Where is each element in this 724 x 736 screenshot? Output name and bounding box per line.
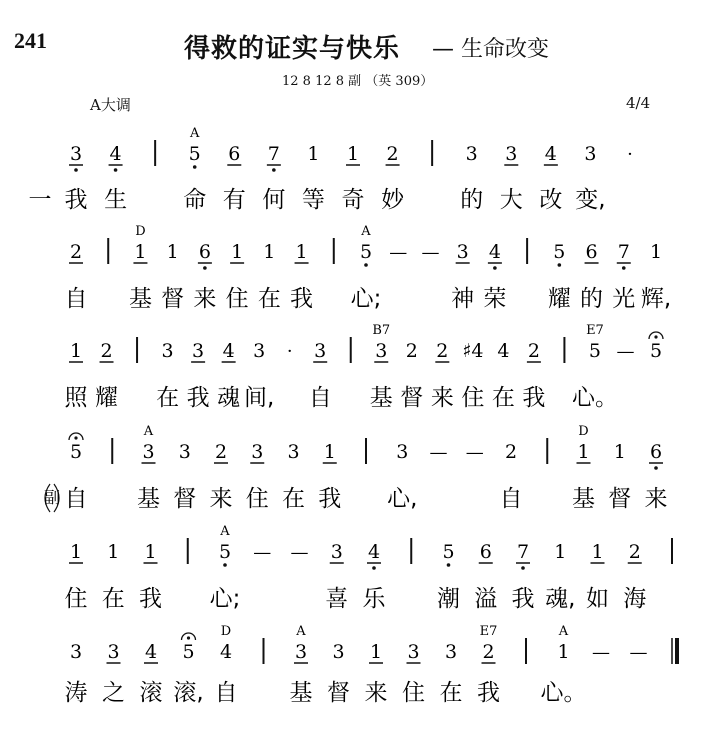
lyric-syllable: 住	[64, 586, 88, 612]
note: 3	[107, 641, 120, 663]
note: 3	[192, 340, 205, 362]
note: 6	[228, 143, 241, 165]
lyric-syllable: 溢	[474, 586, 498, 612]
lyric-syllable: 来	[209, 486, 233, 512]
fermata-dot	[187, 636, 190, 639]
note: 5	[649, 340, 663, 362]
note: 1	[107, 541, 120, 563]
lyric-syllable: 来	[644, 486, 668, 512]
note: 4	[109, 143, 122, 165]
note: 5	[553, 241, 566, 263]
note: 2	[482, 641, 495, 663]
note: 5	[182, 641, 195, 663]
lyric-syllable: 住	[461, 385, 485, 411]
hymn-title: 得救的证实与快乐	[184, 34, 401, 64]
lyric-syllable: 耀	[95, 385, 119, 411]
lower-octave-dot	[372, 566, 376, 570]
lyric-syllable: 大	[499, 187, 523, 213]
lyric-syllable: 我	[477, 680, 500, 706]
lyric-syllable: 如	[586, 586, 609, 612]
lower-octave-dot	[272, 168, 276, 172]
lyric-syllable: 我	[139, 586, 162, 612]
chord-symbol: E7	[479, 624, 498, 639]
lyric-syllable: 在	[282, 486, 305, 512]
lyric-syllable: 的	[580, 286, 604, 312]
note: ·	[286, 341, 293, 362]
sustain-dash: —	[616, 341, 635, 362]
lyric-syllable: 住	[402, 680, 425, 706]
note: 3	[251, 441, 264, 463]
note: 5	[69, 441, 83, 463]
meter-line: 12 8 12 8 副 （英 309）	[282, 74, 434, 89]
note: 2	[69, 241, 83, 263]
note: 2	[504, 441, 518, 463]
lyric-syllable: 涛	[64, 680, 88, 706]
note: 5	[588, 340, 601, 362]
note: 1	[307, 143, 320, 165]
note: 2	[527, 340, 540, 362]
sustain-dash: —	[429, 442, 448, 463]
note: 1	[295, 241, 308, 263]
note: 4	[367, 541, 381, 563]
note: 4	[544, 143, 557, 165]
note: 3	[69, 641, 83, 663]
sustain-dash: —	[465, 442, 484, 463]
lower-octave-dot	[558, 263, 562, 267]
note: 3	[407, 641, 420, 663]
lyric-syllable: 来	[430, 385, 454, 411]
lyric-syllable: 生	[104, 187, 128, 213]
note: 3	[330, 541, 343, 563]
lower-octave-dot	[114, 168, 118, 172]
lyric-syllable: 住	[225, 286, 249, 312]
hymn-subtitle: — 生命改变	[432, 37, 549, 62]
lyric-syllable: 间,	[244, 385, 275, 411]
sustain-dash: —	[629, 642, 648, 663]
note: 1	[346, 143, 360, 165]
note: 3	[294, 641, 308, 663]
note: 6	[479, 541, 492, 563]
lyric-syllable: 我	[511, 586, 535, 612]
note: 1	[263, 241, 276, 263]
lyric-syllable: 我	[186, 385, 210, 411]
lyric-syllable: 神	[451, 286, 475, 312]
note: 6	[649, 441, 663, 463]
lyric-syllable: 乐	[362, 586, 386, 612]
lyric-syllable: 自	[499, 486, 523, 512]
note: ♯4	[462, 340, 484, 362]
lyric-syllable: 改	[539, 187, 563, 213]
note: 1	[577, 441, 590, 463]
lyric-syllable: 基	[572, 486, 595, 512]
lower-octave-dot	[654, 466, 658, 470]
note: 2	[386, 143, 399, 165]
lyric-syllable: 在	[439, 680, 463, 706]
note: 1	[554, 541, 567, 563]
note: 4	[144, 641, 158, 663]
lyric-syllable: 在	[257, 286, 281, 312]
note: ·	[627, 144, 633, 165]
lyric-syllable: 在	[156, 385, 180, 411]
lyric-syllable: 督	[608, 486, 632, 512]
sustain-dash: —	[592, 642, 610, 663]
lyric-syllable: 有	[222, 187, 246, 213]
lyric-syllable: 来	[193, 286, 217, 312]
lyric-syllable: 心,	[387, 486, 418, 512]
lyric-syllable: 我	[318, 486, 342, 512]
note: 1	[613, 441, 626, 463]
note: 7	[516, 541, 530, 563]
note: 4	[219, 641, 233, 663]
note: 3	[375, 340, 388, 362]
note: 7	[267, 143, 280, 165]
chord-symbol: A	[190, 126, 200, 141]
lyric-syllable: 照	[64, 385, 88, 411]
lower-octave-dot	[493, 266, 497, 270]
chord-symbol: D	[135, 224, 146, 239]
note: 3	[505, 143, 518, 165]
lyric-syllable: 自	[64, 486, 88, 512]
note: 1	[649, 241, 663, 263]
sustain-dash: —	[290, 542, 309, 563]
note: 3	[456, 241, 469, 263]
chord-symbol: D	[578, 424, 589, 439]
note: 7	[617, 241, 630, 263]
note: 4	[222, 340, 235, 362]
note: 6	[585, 241, 598, 263]
lyric-syllable: 海	[623, 586, 647, 612]
note: 4	[488, 241, 501, 263]
note: 2	[100, 340, 113, 362]
chord-symbol: A	[143, 424, 154, 439]
lyric-syllable: 督	[161, 286, 185, 312]
lyric-syllable: 荣	[483, 286, 507, 312]
note: 3	[584, 143, 597, 165]
lyric-syllable: 耀	[547, 286, 571, 312]
time-signature: 4/4	[626, 94, 651, 112]
note: 3	[178, 441, 191, 463]
lyric-syllable: 督	[327, 680, 350, 706]
lower-octave-dot	[447, 563, 451, 567]
lyric-syllable: 基	[128, 286, 152, 312]
lyric-syllable: 魂,	[545, 586, 576, 612]
lyric-syllable: 喜	[325, 586, 349, 612]
lyric-syllable: 妙	[381, 187, 405, 213]
sustain-dash: —	[253, 542, 272, 563]
lower-octave-dot	[193, 165, 197, 169]
lyric-syllable: 我	[522, 385, 546, 411]
lyric-syllable: 之	[102, 680, 125, 706]
key-signature: A大调	[90, 96, 131, 114]
chord-symbol: A	[361, 224, 371, 239]
chord-symbol: B7	[372, 323, 391, 338]
lyric-syllable: 我	[290, 286, 314, 312]
note: 1	[144, 541, 157, 563]
lyric-syllable: 命	[183, 187, 207, 213]
sustain-dash: —	[389, 242, 408, 263]
note: 1	[134, 241, 147, 263]
lyric-syllable: 何	[262, 187, 286, 213]
lyric-syllable: 心。	[540, 680, 587, 706]
lyric-syllable: 等	[301, 187, 325, 213]
lyric-syllable: 自	[308, 385, 332, 411]
chord-symbol: A	[558, 624, 569, 639]
sustain-dash: —	[421, 242, 440, 263]
fermata-dot	[654, 335, 657, 338]
lower-octave-dot	[364, 263, 368, 267]
note: 1	[369, 641, 383, 663]
chord-symbol: A	[220, 524, 230, 539]
lyric-syllable: 基	[137, 486, 160, 512]
note: 3	[314, 340, 327, 362]
lyric-syllable: 自	[214, 680, 238, 706]
lyric-syllable: 督	[400, 385, 424, 411]
lyric-syllable: 滚,	[173, 680, 204, 706]
note: 3	[396, 441, 409, 463]
note: 3	[465, 143, 478, 165]
lower-octave-dot	[223, 563, 227, 567]
lyric-syllable: 潮	[437, 586, 460, 612]
lyric-syllable: 督	[173, 486, 197, 512]
lyric-syllable: 心;	[350, 286, 382, 312]
lyric-syllable: 住	[245, 486, 269, 512]
note: 2	[628, 541, 641, 563]
chord-symbol: E7	[586, 323, 604, 338]
note: 1	[591, 541, 604, 563]
lyric-syllable: 自	[64, 286, 88, 312]
note: 5	[359, 241, 373, 263]
lyric-syllable: 在	[101, 586, 125, 612]
lyric-syllable: 心。	[571, 385, 618, 411]
lyric-syllable: 来	[364, 680, 388, 706]
note: 2	[214, 441, 228, 463]
lyric-syllable: 一	[28, 187, 52, 213]
lyric-syllable: 在	[491, 385, 515, 411]
lower-octave-dot	[622, 266, 626, 270]
note: 2	[436, 340, 449, 362]
note: 1	[69, 340, 83, 362]
lyric-syllable: 滚	[139, 680, 163, 706]
note: 3	[142, 441, 155, 463]
lyric-syllable: 基	[369, 385, 393, 411]
lyric-syllable: 魂	[217, 385, 241, 411]
note: 1	[231, 241, 244, 263]
note: 3	[444, 641, 458, 663]
lyric-syllable: 心;	[209, 586, 241, 612]
lyric-syllable: 辉,	[640, 286, 672, 312]
note: 4	[497, 340, 510, 362]
note: 3	[69, 143, 83, 165]
lyric-syllable: 光	[612, 286, 636, 312]
note: 1	[557, 641, 570, 663]
lyric-syllable: 变,	[575, 187, 606, 213]
lower-octave-dot	[203, 266, 207, 270]
note: 2	[405, 340, 418, 362]
lyric-syllable: 奇	[341, 187, 365, 213]
lyric-syllable: 基	[289, 680, 313, 706]
fermata-dot	[74, 436, 77, 439]
lyric-syllable: 我	[64, 187, 88, 213]
note: 1	[166, 241, 179, 263]
refrain-marker: 副	[43, 488, 61, 507]
note: 5	[188, 143, 201, 165]
note: 1	[323, 441, 336, 463]
note: 5	[218, 541, 232, 563]
note: 5	[442, 541, 455, 563]
note: 3	[332, 641, 345, 663]
chord-symbol: A	[296, 624, 306, 639]
lower-octave-dot	[521, 566, 525, 570]
lower-octave-dot	[74, 168, 78, 172]
note: 3	[287, 441, 300, 463]
lyric-syllable: 的	[460, 187, 484, 213]
hymn-number: 241	[14, 28, 47, 53]
note: 3	[161, 340, 174, 362]
note: 6	[198, 241, 211, 263]
chord-symbol: D	[220, 624, 232, 639]
note: 1	[69, 541, 83, 563]
note: 3	[253, 340, 266, 362]
